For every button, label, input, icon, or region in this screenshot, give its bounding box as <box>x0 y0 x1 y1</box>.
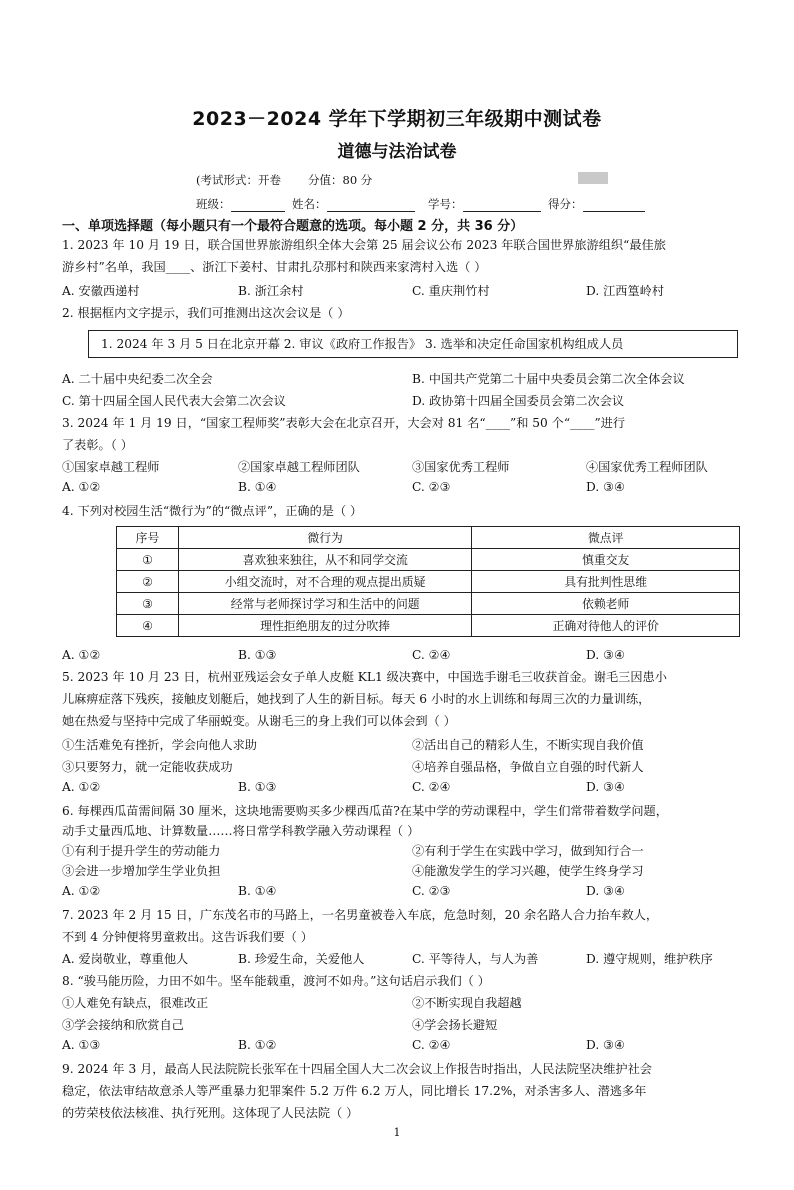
q3-option-c: C. ②③ <box>412 480 451 494</box>
table-header-row <box>117 527 740 549</box>
table-row <box>117 615 740 637</box>
q5-option-d: D. ③④ <box>586 780 625 794</box>
q7-line-1: 7. 2023 年 2 月 15 日，广东茂名市的马路上，一名男童被卷入车底，危急时刻，20 余名路人合力抬车救人， <box>62 908 659 922</box>
q8-option-b: B. ①② <box>238 1038 277 1052</box>
q5-line-2: 儿麻痹症落下残疾，接触皮划艇后，她找到了人生的新目标。每天 6 小时的水上训练和每周三次的力量训练， <box>62 692 651 706</box>
table-header: 微行为 <box>178 527 472 549</box>
q4-option-c: C. ②④ <box>412 648 451 662</box>
q9-line-1: 9. 2024 年 3 月，最高人民法院院长张军在十四届全国人大二次会议上作报告时指出，人民法院坚决维护社会 <box>62 1062 652 1076</box>
q1-option-b: B. 浙江余村 <box>238 284 304 298</box>
exam-form: (考试形式：开卷 <box>196 173 281 187</box>
q7-option-c: C. 平等待人，与人为善 <box>412 952 539 966</box>
q6-option-d: D. ③④ <box>586 884 625 898</box>
student-no-label: 学号： <box>428 196 541 212</box>
q6-item-4: ④能激发学生的学习兴趣，使学生终身学习 <box>412 864 644 878</box>
q3-option-d: D. ③④ <box>586 480 625 494</box>
q2-option-b: B. 中国共产党第二十届中央委员会第二次全体会议 <box>412 372 685 386</box>
q5-item-2: ②活出自己的精彩人生，不断实现自我价值 <box>412 738 644 752</box>
table-cell: 慎重交友 <box>472 549 740 571</box>
q8-line-1: 8. “骏马能历险，力田不如牛。坚车能载重，渡河不如舟。”这句话启示我们（ ） <box>62 974 490 988</box>
redacted-mark <box>578 172 608 184</box>
q8-item-2: ②不断实现自我超越 <box>412 996 522 1010</box>
table-cell: ④ <box>117 615 179 637</box>
section-heading: 一、单项选择题（每小题只有一个最符合题意的选项。每小题 2 分，共 36 分） <box>62 219 524 234</box>
q3-item-2: ②国家卓越工程师团队 <box>238 460 360 474</box>
q4-option-b: B. ①③ <box>238 648 277 662</box>
table-cell: ③ <box>117 593 179 615</box>
table-row <box>117 593 740 615</box>
q5-option-b: B. ①③ <box>238 780 277 794</box>
q8-option-d: D. ③④ <box>586 1038 625 1052</box>
name-label: 姓名： <box>292 196 415 212</box>
q7-line-2: 不到 4 分钟便将男童救出。这告诉我们要（ ） <box>62 930 313 944</box>
q8-option-c: C. ②④ <box>412 1038 451 1052</box>
q2-option-d: D. 政协第十四届全国委员会第二次会议 <box>412 394 625 408</box>
q3-line-2: 了表彰。（ ） <box>62 438 133 452</box>
table-cell: 正确对待他人的评价 <box>472 615 740 637</box>
table-cell: 喜欢独来独往，从不和同学交流 <box>178 549 472 571</box>
q5-item-4: ④培养自强品格，争做自立自强的时代新人 <box>412 760 644 774</box>
q3-option-a: A. ①② <box>62 480 101 494</box>
q4-option-a: A. ①② <box>62 648 101 662</box>
q3-item-3: ③国家优秀工程师 <box>412 460 510 474</box>
q6-line-1: 6. 每棵西瓜苗需间隔 30 厘米，这块地需要购买多少棵西瓜苗?在某中学的劳动课程中，学生们常带着数学问题， <box>62 804 668 818</box>
q6-item-1: ①有利于提升学生的劳动能力 <box>62 844 221 858</box>
q9-line-2: 稳定，依法审结故意杀人等严重暴力犯罪案件 5.2 万件 6.2 万人，同比增长 17.2%，对杀害多人、潜逃多年 <box>62 1084 647 1098</box>
points-label: 得分： <box>548 196 645 212</box>
q3-item-4: ④国家优秀工程师团队 <box>586 460 708 474</box>
table-cell: ① <box>117 549 179 571</box>
q5-line-1: 5. 2023 年 10 月 23 日，杭州亚残运会女子单人皮艇 KL1 级决赛中，中国选手谢毛三收获首金。谢毛三因患小 <box>62 670 667 684</box>
table-cell: 经常与老师探讨学习和生活中的问题 <box>178 593 472 615</box>
table-header: 序号 <box>117 527 179 549</box>
q5-option-c: C. ②④ <box>412 780 451 794</box>
q3-option-b: B. ①④ <box>238 480 277 494</box>
exam-title: 2023－2024 学年下学期初三年级期中测试卷 <box>192 108 602 130</box>
q5-option-a: A. ①② <box>62 780 101 794</box>
q8-item-3: ③学会接纳和欣赏自己 <box>62 1018 184 1032</box>
table-header: 微点评 <box>472 527 740 549</box>
q6-option-b: B. ①④ <box>238 884 277 898</box>
table-cell: 具有批判性思维 <box>472 571 740 593</box>
q2-line-1: 2. 根据框内文字提示，我们可推测出这次会议是（ ） <box>62 306 350 320</box>
q4-table <box>116 526 740 637</box>
q6-option-a: A. ①② <box>62 884 101 898</box>
q2-option-c: C. 第十四届全国人民代表大会第二次会议 <box>62 394 286 408</box>
q7-option-d: D. 遵守规则，维护秩序 <box>586 952 713 966</box>
q5-line-3: 她在热爱与坚持中完成了华丽蜕变。从谢毛三的身上我们可以体会到（ ） <box>62 714 456 728</box>
page-number: 1 <box>393 1126 401 1139</box>
q3-line-1: 3. 2024 年 1 月 19 日，“国家工程师奖”表彰大会在北京召开，大会对 81 名“____”和 50 个“____”进行 <box>62 416 626 430</box>
q7-option-a: A. 爱岗敬业，尊重他人 <box>62 952 189 966</box>
table-cell: 理性拒绝朋友的过分吹捧 <box>178 615 472 637</box>
q4-option-d: D. ③④ <box>586 648 625 662</box>
table-cell: 依赖老师 <box>472 593 740 615</box>
q6-line-2: 动手丈量西瓜地、计算数量……将日常学科教学融入劳动课程（ ） <box>62 824 420 838</box>
q5-item-3: ③只要努力，就一定能收获成功 <box>62 760 233 774</box>
q8-item-4: ④学会扬长避短 <box>412 1018 498 1032</box>
q8-option-a: A. ①③ <box>62 1038 101 1052</box>
q1-option-a: A. 安徽西递村 <box>62 284 140 298</box>
q6-item-2: ②有利于学生在实践中学习，做到知行合一 <box>412 844 644 858</box>
q5-item-1: ①生活难免有挫折，学会向他人求助 <box>62 738 257 752</box>
exam-score: 分值：80 分 <box>308 173 373 187</box>
q6-option-c: C. ②③ <box>412 884 451 898</box>
q8-item-1: ①人难免有缺点，很难改正 <box>62 996 209 1010</box>
class-label: 班级： <box>196 196 285 212</box>
exam-subtitle: 道德与法治试卷 <box>337 142 457 162</box>
q6-item-3: ③会进一步增加学生学业负担 <box>62 864 221 878</box>
q1-line-1: 1. 2023 年 10 月 19 日，联合国世界旅游组织全体大会第 25 届会议公布 2023 年联合国世界旅游组织“最佳旅 <box>62 238 666 252</box>
q1-line-2: 游乡村”名单，我国____、浙江下姜村、甘肃扎尕那村和陕西来家湾村入选（ ） <box>62 260 487 274</box>
q7-option-b: B. 珍爱生命，关爱他人 <box>238 952 365 966</box>
table-cell: 小组交流时，对不合理的观点提出质疑 <box>178 571 472 593</box>
q4-line-1: 4. 下列对校园生活“微行为”的“微点评”，正确的是（ ） <box>62 504 363 518</box>
q1-option-d: D. 江西篁岭村 <box>586 284 665 298</box>
q1-option-c: C. 重庆荆竹村 <box>412 284 490 298</box>
table-cell: ② <box>117 571 179 593</box>
table-row <box>117 549 740 571</box>
q2-option-a: A. 二十届中央纪委二次全会 <box>62 372 213 386</box>
q3-item-1: ①国家卓越工程师 <box>62 460 160 474</box>
table-row <box>117 571 740 593</box>
q2-hint-box: 1. 2024 年 3 月 5 日在北京开幕 2. 审议《政府工作报告》 3. 选举和决定任命国家机构组成人员 <box>88 330 738 358</box>
q9-line-3: 的劳荣枝依法核准、执行死刑。这体现了人民法院（ ） <box>62 1106 359 1120</box>
